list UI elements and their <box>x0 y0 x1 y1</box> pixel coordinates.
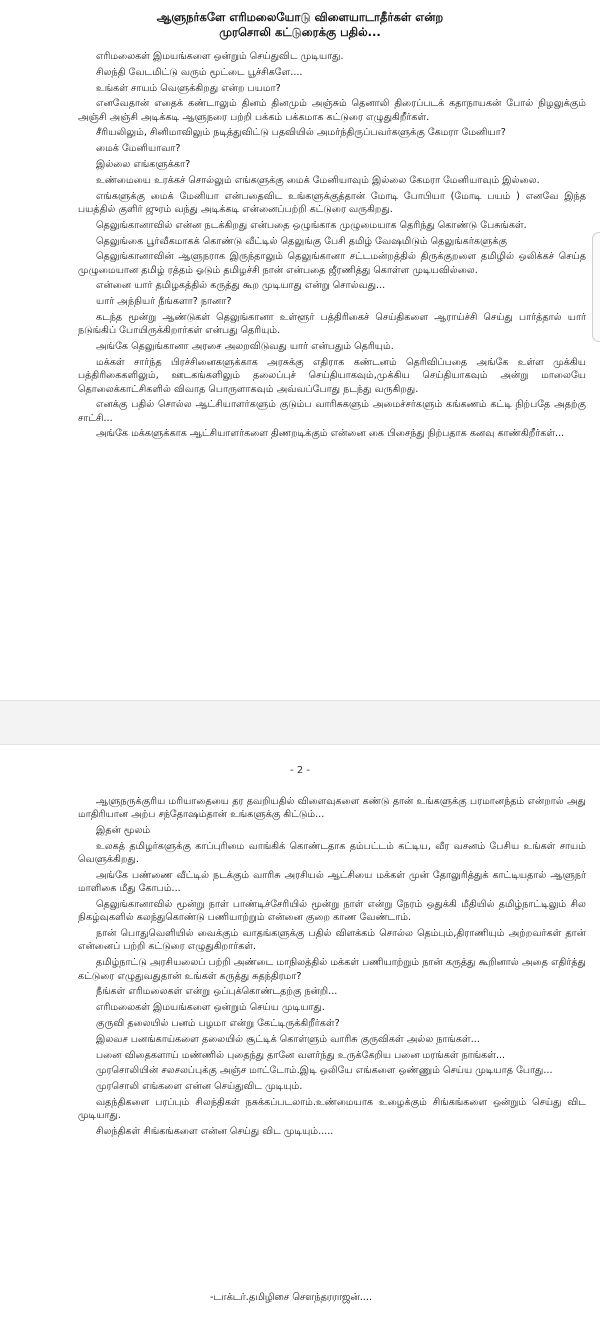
title-line-1: ஆளுநர்களே எரிமலையோடு விளையாடாதீர்கள் என்ற <box>156 10 444 24</box>
paragraph: எங்களுக்கு மைக் மேனியா என்பதைவிட உங்களுக்குத்தான் மோடி போபியா (மோடி பயம் ) எனவே இந்த பயத்தில் குளிர் ஜுரம் வந்து அடிக்கடி என்னைப்பற்றி கட்டுரை வருகிறது. <box>78 190 586 215</box>
paragraph: ஆளுநருக்குரிய மரியாதையை தர தவறியதில் விளைவுகளை கண்டு தான் உங்களுக்கு பரமானந்தம் என்றால் அது மாதிரியான அற்ப சந்தோஷம்தான் உங்களுக்கு கிட்டும்... <box>78 796 586 821</box>
paragraph: மைக் மேனியாவா? <box>96 143 181 155</box>
paragraph: அங்கே பண்ணை வீட்டில் நடக்கும் வாரிசு அரசியல் ஆட்சியை மக்கள் முன் தோலுரித்துக் காட்டியதால் ஆளுநர் மாளிகை மீது கோபம்... <box>78 869 586 895</box>
page-separator <box>0 700 600 745</box>
paragraph: நீங்கள் எரிமலைகள் என்று ஒப்புக்கொண்டதற்கு நன்றி... <box>96 986 338 998</box>
paragraph: அங்கே மக்களுக்காக ஆட்சியாளர்களை திணறடிக்கும் என்னை கை பிசைந்து நிற்பதாக கனவு காண்கிறீர்கள்... <box>96 428 565 440</box>
title-line-2: முரசொலி கட்டுரைக்கு பதில்... <box>219 25 381 39</box>
paragraph: என்னை யார் தமிழகத்தில் கருத்து கூற முடியாது என்று சொல்வது... <box>96 280 386 292</box>
paragraph: எரிமலைகள் இமயங்களை ஒன்றும் செய்துவிட முடியாது. <box>96 51 344 62</box>
paragraph: வதந்திகளை பரப்பும் சிலந்திகள் நசுக்கப்படலாம்.உண்மையாக உழைக்கும் சிங்கங்களை ஒன்றும் செய்து விட முடியாது. <box>78 1096 586 1122</box>
paragraph: சிலந்தி வேடமிட்டு வரும் மூட்டை பூச்சிகளே.... <box>96 66 303 78</box>
paragraph: இதன் மூலம் <box>96 825 151 837</box>
document-page-2 <box>0 745 600 1329</box>
page-1-body <box>78 50 586 443</box>
paragraph: சிலந்திகள் சிங்கங்களை என்ன செய்து விட முடியும்..... <box>96 1126 334 1138</box>
document-title <box>0 0 600 40</box>
paragraph: நான் பொதுவெளியில் வைக்கும் வாதங்களுக்கு பதில் விளக்கம் சொல்ல தெம்பும்,திராணியும் அற்றவர்கள் தான் என்னைப் பற்றி கட்டுரை எழுதுகிறார்கள். <box>78 928 586 953</box>
paragraph: தெலுங்கானாவில் என்ன நடக்கிறது என்பதை ஒழுங்காக முழுமையாக தெரிந்து கொண்டு பேசுங்கள். <box>96 219 527 231</box>
paragraph: இலவச பனங்காய்களை தலையில் சூட்டிக் கொள்ளும் வாரிசு குருவிகள் அல்ல நாங்கள்... <box>96 1033 480 1045</box>
paragraph: அங்கே தெலுங்கானா அரசை அலறவிடுவது யார் என்பதும் தெரியும். <box>96 341 394 353</box>
paragraph: தமிழ்நாட்டு அரசியலைப் பற்றி அண்டை மாநிலத்தில் மக்கள் பணியாற்றும் நான் கருத்து கூறினால் அதை எதிர்த்து கட்டுரை எழுதுவதுதான் உங்கள் கருத்து சுதந்திரமா? <box>78 957 586 982</box>
page-2-body <box>78 795 586 1141</box>
paragraph: உலகத் தமிழர்களுக்கு காப்புரிமை வாங்கிக் கொண்டதாக தம்பட்டம் கட்டிய, வீர வசனம் பேசிய உங்கள் சாயம் வெளுக்கிறது. <box>78 840 586 866</box>
paragraph: எனவேதான் எதைக் கண்டாலும் தினம் தினமும் அஞ்சும் தெனாலி திரைப்படக் கதாநாயகன் போல் நிழலுக்கும் அஞ்சி அஞ்சி அடிக்கடி ஆளுநரை பற்றி பக்கம் பக்கமாக கட்டுரை எழுதுகிறீர்கள். <box>78 98 586 123</box>
paragraph: கடந்த மூன்று ஆண்டுகள் தெலுங்கானா உள்ளூர் பத்திரிகைச் செய்திகளை ஆராய்ச்சி செய்து பார்த்தால் யார் நடுங்கிப் போயிருக்கிறார்கள் என்பது தெரியும். <box>78 312 586 337</box>
paragraph: சீரியலிலும், சினிமாவிலும் நடித்துவிட்டு பதவியில் அமர்ந்திருப்பவர்களுக்கு கேமரா மேனியா? <box>96 127 506 139</box>
paragraph: மக்கள் சார்ந்த பிரச்சினைகளுக்காக அரசுக்கு எதிராக கண்டனம் தெரிவிப்பதை அங்கே உள்ள முக்கிய பத்திரிகைகளிலும், ஊடகங்களிலும் தலைப்புச் செய்தியாகவும்,முக்கிய செய்தியாகவும் அன்று மாலையே தொலைக்காட்சிகளில் விவாத பொருளாகவும் அவ்வப்போது நடந்து வருகிறது. <box>78 356 586 395</box>
paragraph: முரசொலியின் சலசலப்புக்கு அஞ்ச மாட்டோம்.இடி ஒலியே எங்களை ஒண்ணும் செய்ய முடியாத போது... <box>96 1065 553 1077</box>
paragraph: உங்கள் சாயம் வெளுக்கிறது என்ற பயமா? <box>96 82 281 94</box>
signature: -டாக்டர்.தமிழிசை சௌந்தரராஜன்.... <box>210 1292 373 1303</box>
paragraph: உண்மையை உரக்கச் சொல்லும் எங்களுக்கு மைக் மேனியாவும் இல்லை கேமரா மேனியாவும் இல்லை. <box>96 174 540 186</box>
paragraph: தெலுங்கை பூர்வீகமாகக் கொண்டு வீட்டில் தெலுங்கு பேசி தமிழ் வேஷமிடும் தெலுங்கர்களுக்கு <box>96 235 507 247</box>
paragraph: எனக்கு பதில் சொல்ல ஆட்சியாளர்களும் குடும்ப வாரிசுகளும் அமைச்சர்களும் கங்கணம் கட்டி நிற்பதே அதற்கு சாட்சி... <box>78 399 586 424</box>
paragraph: தெலுங்கானாவின் ஆளுநராக இருந்தாலும் தெலுங்கானா சட்டமன்றத்தில் திருக்குறளை தமிழில் ஒலிக்கச் செய்த முழுமையான தமிழ் ரத்தம் ஓடும் தமிழச்சி நான் என்பதை ஜீரணித்து கொள்ள முடியவில்லை. <box>78 251 586 276</box>
paragraph: எரிமலைகள் இமயங்களை ஒன்றும் செய்ய முடியாது. <box>96 1002 325 1014</box>
page-number: - 2 - <box>290 765 310 776</box>
paragraph: முரசொலி எங்களை என்ன செய்துவிட முடியும். <box>96 1081 303 1093</box>
paragraph: குருவி தலையில் பனம் பழமா என்று கேட்டிருக்கிறீர்கள்? <box>96 1017 340 1029</box>
paragraph: பனை விதைகளாய் மண்ணில் புதைந்து தானே வளர்ந்து உருக்கேறிய பனை மரங்கள் நாங்கள்... <box>96 1049 506 1061</box>
paragraph: இல்லை எங்களுக்கா? <box>96 159 191 171</box>
scroll-handle[interactable] <box>592 232 600 342</box>
paragraph: தெலுங்கானாவில் மூன்று நாள் பாண்டிச்சேரியில் மூன்று நாள் என்று நேரம் ஒதுக்கி மீதியில் தமிழ்நாட்டிலும் சில நிகழ்வுகளில் கலந்துகொண்டு பணியாற்றும் என்னை குறை காண வேண்டாம். <box>78 899 586 924</box>
paragraph: யார் அந்நியர் நீங்களா? நானா? <box>96 296 232 308</box>
